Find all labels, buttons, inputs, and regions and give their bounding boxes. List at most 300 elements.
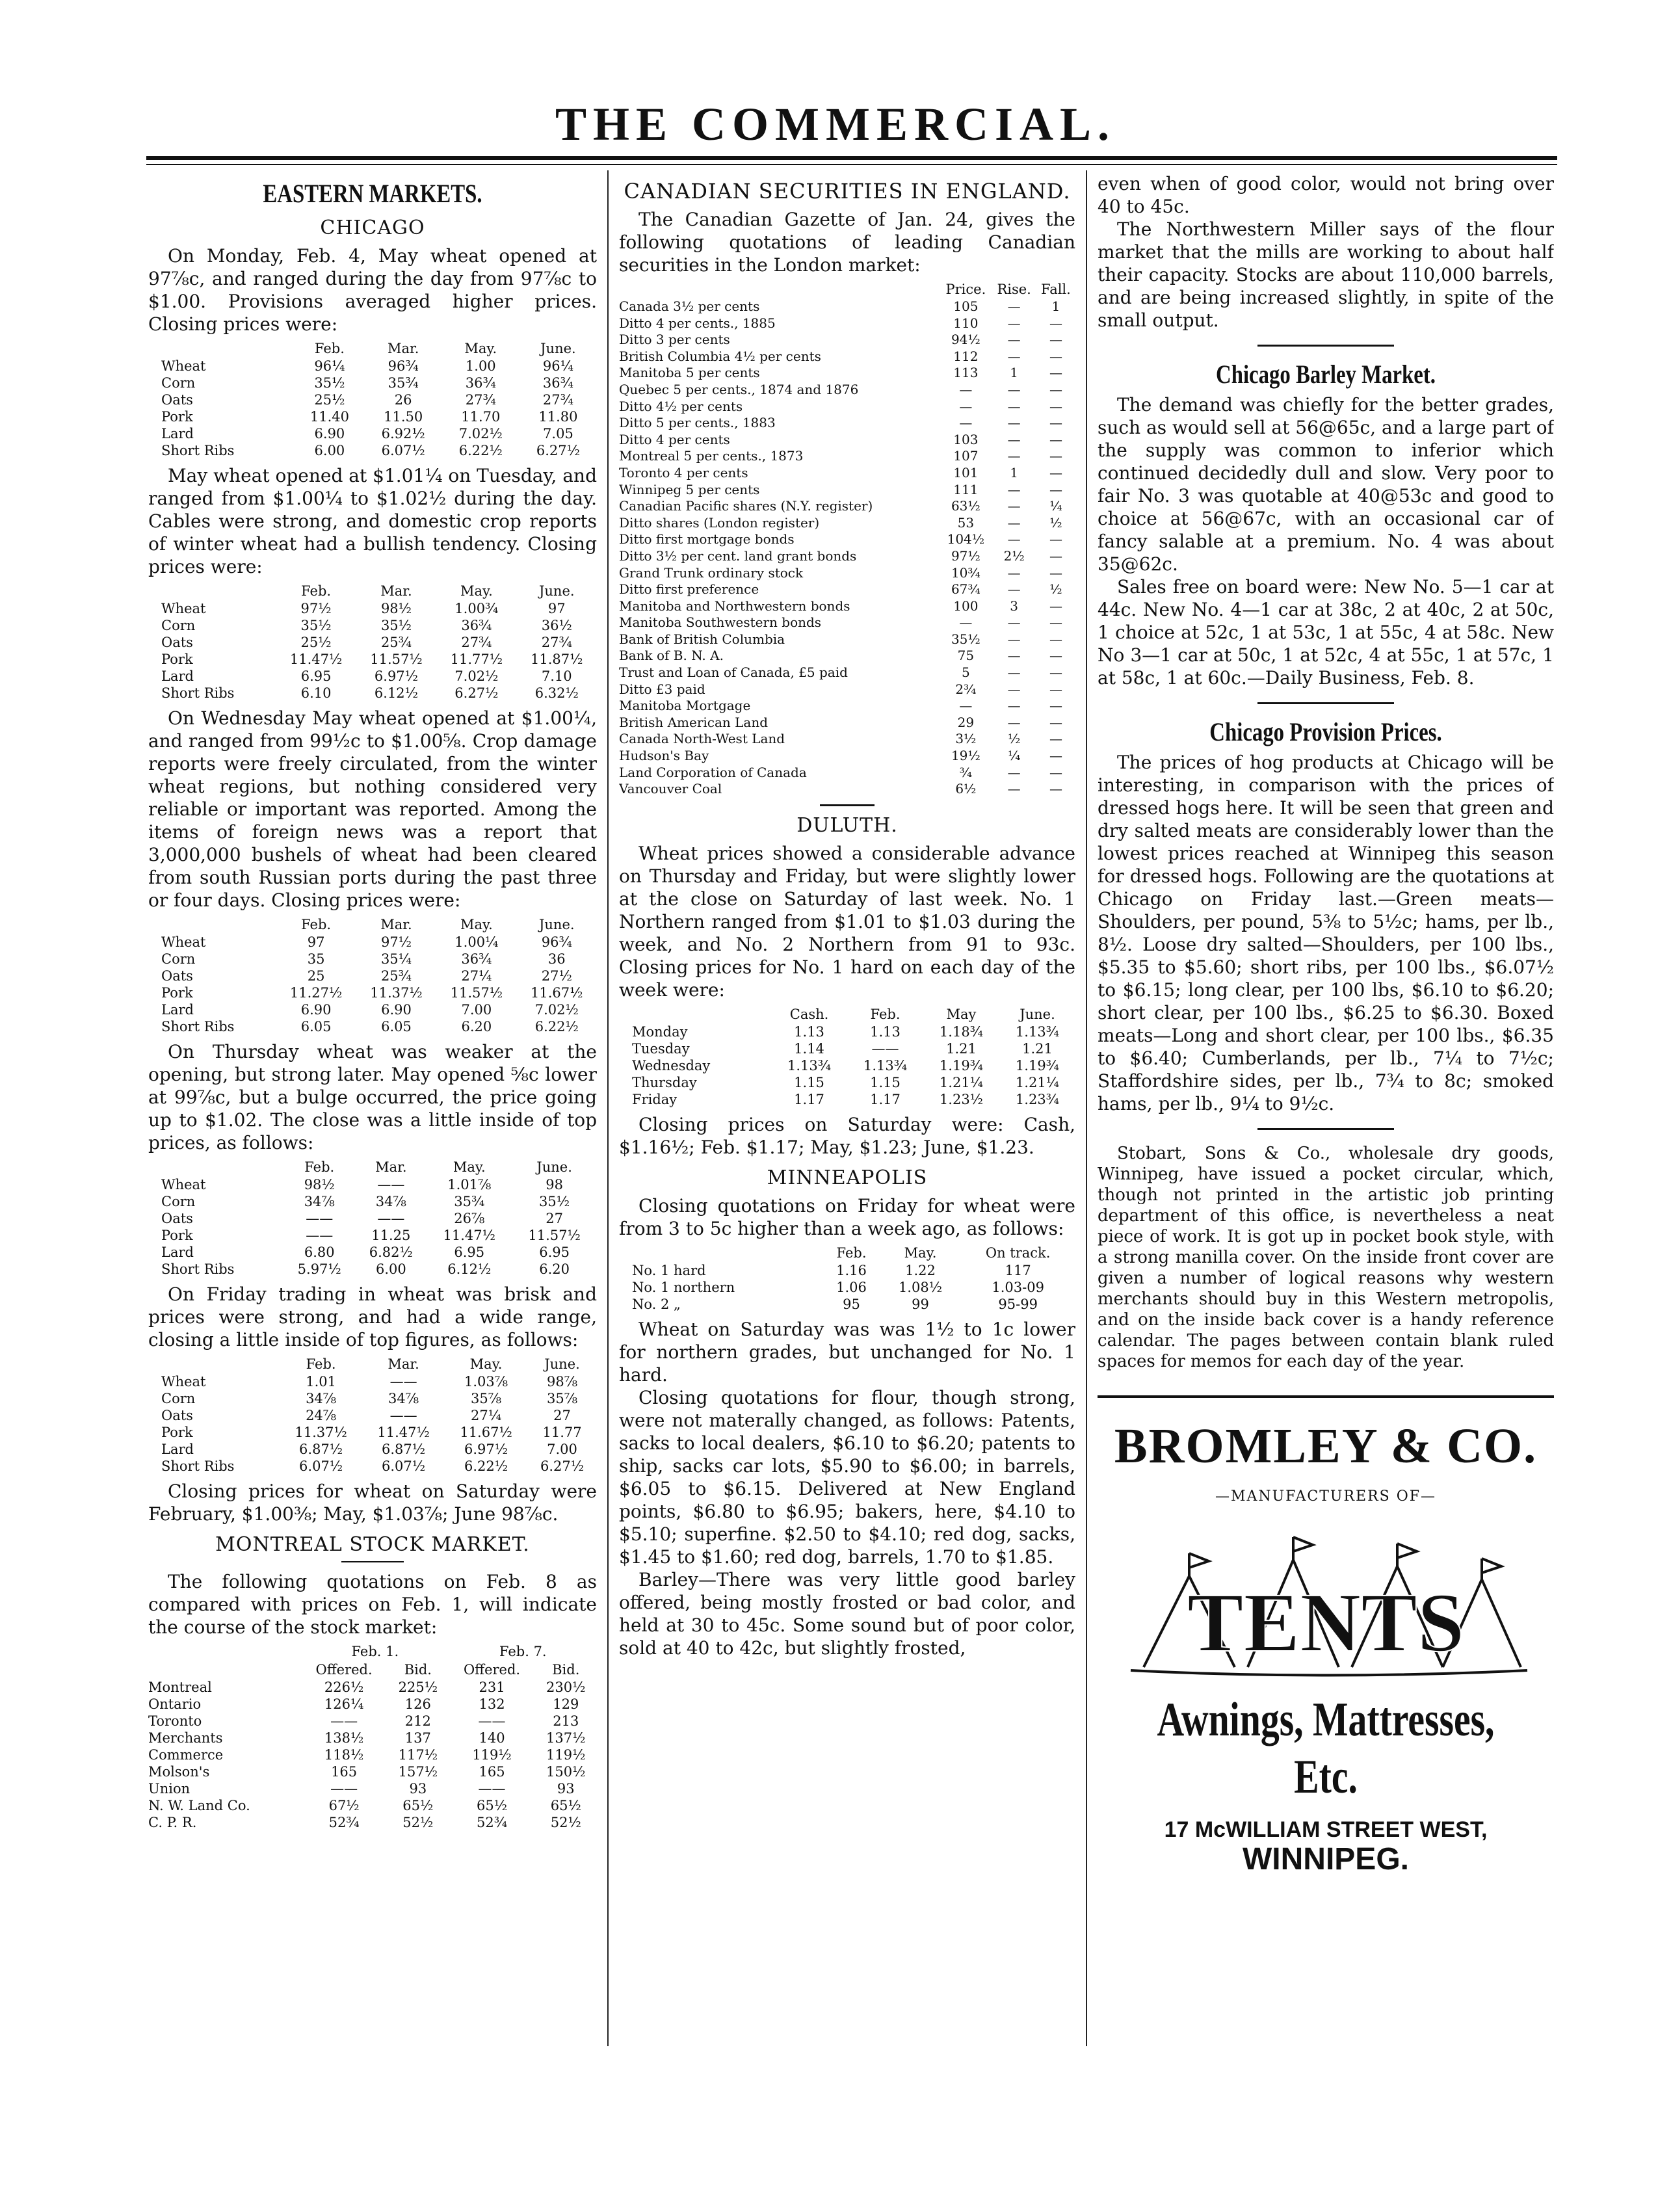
cell-value: 1.18¾ [939,1023,984,1040]
cell-value: — [1007,398,1021,414]
table-row [619,399,1075,415]
cell-value: 96¼ [314,358,345,374]
cell-value: — [1049,547,1062,564]
cell-value: 75 [957,648,975,664]
row-label: Canadian Pacific shares (N.Y. register) [619,498,873,514]
masthead-rule [146,156,1557,160]
paragraph: Wheat on Saturday was was 1½ to 1c lower for northern grades, but unchanged for No. 1 hard. [619,1318,1075,1386]
cell-value: 11.47½ [377,1425,430,1440]
column-header: Feb. [301,917,332,932]
cell-value: 5 [962,665,970,681]
column-header [148,582,276,600]
cell-value: 6.05 [300,1019,332,1034]
cell-value: — [1007,298,1021,314]
cell-value: —— [377,1177,405,1192]
row-label: Pork [161,1425,193,1440]
cell-value: —— [478,1713,506,1729]
table-row [619,382,1075,399]
cell-value: — [1007,332,1021,348]
row-label: Short Ribs [161,685,235,701]
subsection-title: MONTREAL STOCK MARKET. [215,1533,530,1556]
table-row [148,1001,597,1018]
cell-value: 26 [394,392,412,408]
table-row [619,515,1075,532]
row-label: Ditto £3 paid [619,681,705,697]
cell-value: 35⅞ [471,1391,502,1406]
cell-value: 1.03-09 [992,1279,1044,1295]
column-header: Feb. [870,1006,901,1022]
cell-value: 1.21 [1022,1040,1053,1057]
row-label: Ditto 5 per cents., 1883 [619,415,776,431]
table-row [619,614,1075,631]
row-label: Lard [161,1002,194,1018]
cell-value: 107 [953,448,979,464]
cell-value: 34⅞ [375,1194,406,1209]
cell-value: 11.47½ [289,652,343,667]
cell-value: 1.16 [836,1262,867,1278]
price-table [148,339,597,459]
ad-address: 17 McWILLIAM STREET WEST, [1164,1817,1488,1842]
column-header: June. [536,1159,572,1175]
column-header [148,339,295,358]
row-label: Manitoba Southwestern bonds [619,614,822,631]
cell-value: 11.57½ [450,985,503,1001]
cell-value: 1.00 [465,358,496,374]
divider [820,804,875,806]
table-row [148,1227,597,1244]
row-label: Commerce [148,1747,224,1763]
cell-value: 104½ [947,531,985,547]
table-row [619,1091,1075,1108]
price-table [148,1355,597,1475]
table-row [148,984,597,1001]
column-header: Offered. [315,1662,373,1678]
row-label: Montreal 5 per cents., 1873 [619,448,804,464]
section-title: EASTERN MARKETS. [263,179,482,208]
row-label: Corn [161,1194,196,1209]
row-label: Canada 3½ per cents [619,298,760,314]
cell-value: 65½ [550,1798,581,1813]
row-label: Ditto first preference [619,581,759,598]
cell-value: 93 [557,1781,575,1797]
cell-value: ¼ [1049,498,1062,514]
table-row [619,1262,1075,1279]
divider [1257,702,1395,704]
cell-value: 99 [912,1296,929,1312]
paragraph: The demand was chiefly for the better grades, such as would sell at 56@65c, and a large part of the supply was common to inferior which continued decidedly dull and slow. Very poor to fair No. 3 was quotable at 40@53c and good to choice at 56@67c, with an occasional car of fancy salable at a premium. No. 4 was about 35@62c. [1098,394,1554,575]
cell-value: — [1007,698,1021,714]
cell-value: 6.00 [375,1261,406,1277]
cell-value: 53 [957,514,975,531]
cell-value: 35⅞ [546,1391,578,1406]
column-header: Price. [945,282,986,297]
cell-value: 65½ [477,1798,508,1813]
cell-value: 11.47½ [443,1228,496,1243]
cell-value: — [1007,681,1021,697]
cell-value: — [1007,448,1021,464]
row-label: Ditto first mortgage bonds [619,531,795,547]
row-label: Molson's [148,1764,210,1780]
cell-value: 165 [331,1764,358,1780]
cell-value: 52¾ [328,1815,360,1830]
cell-value: 97½ [300,601,332,616]
table-row [619,648,1075,665]
paragraph: On Thursday wheat was weaker at the opening, but strong later. May opened ⅝c lower at 99⅞c, but a bulge occurred, the price going up to $1.02. The close was a little inside of top prices, as follows: [148,1041,597,1153]
cell-value: 96¾ [388,358,419,374]
masthead-rule-thin [146,164,1557,165]
cell-value: 7.10 [541,668,572,684]
cell-value: — [1007,498,1021,514]
cell-value: 105 [953,298,979,314]
column-header: Mar. [388,1356,419,1372]
cell-value: 6.27½ [454,685,499,701]
cell-value: 100 [953,598,979,614]
cell-value: 94½ [951,332,980,348]
cell-value: 26⅞ [454,1211,485,1226]
cell-value: — [1007,415,1021,431]
row-label: Short Ribs [161,1019,235,1034]
cell-value: 25½ [300,635,332,650]
section-title: Chicago Barley Market. [1216,360,1436,389]
row-label: Winnipeg 5 per cents [619,481,760,497]
cell-value: 6.07½ [382,1458,426,1474]
cell-value: 11.37½ [295,1425,347,1440]
cell-value: 6.90 [314,426,345,441]
cell-value: 119½ [472,1747,512,1763]
cell-value: 126¼ [324,1696,364,1712]
cell-value: 35¾ [388,375,419,391]
cell-value: 95-99 [998,1296,1038,1312]
cell-value: 36 [547,951,566,967]
price-table [619,1244,1075,1313]
cell-value: 1.21 [946,1040,977,1057]
cell-value: 225½ [398,1679,438,1695]
cell-value: 1.23¾ [1015,1091,1060,1107]
row-label: No. 1 hard [632,1262,706,1278]
row-label: Pork [161,409,193,425]
table-row [619,1296,1075,1313]
cell-value: 113 [953,365,979,381]
paragraph: Closing prices on Saturday were: Cash, $1.16½; Feb. $1.17; May, $1.23; June, $1.23. [619,1113,1075,1158]
table-row [619,631,1075,648]
cell-value: 6.97½ [374,668,419,684]
paragraph: On Friday trading in wheat was brisk and prices were strong, and had a wide range, closing a little inside of top figures, as follows: [148,1284,597,1350]
cell-value: 1.13 [870,1023,901,1040]
table-row [148,408,597,425]
table-row [148,442,597,459]
paragraph: Sales free on board were: New No. 5—1 car at 44c. New No. 4—1 car at 38c, 2 at 40c, 2 at 50c, 1 choice at 52c, 1 at 53c, 1 at 55c, 4 at 58c. New No 3—1 car at 50c, 1 at 52c, 4 at 55c, 1 at 57c, 1 at 58c, 1 at 60c.—Daily Business, Feb. 8. [1098,576,1554,689]
cell-value: — [1049,365,1062,381]
table-row [148,1424,597,1441]
cell-value: 27 [546,1211,563,1226]
price-table [148,1158,597,1278]
masthead: THE COMMERCIAL. [555,98,1116,150]
cell-value: 6.10 [300,685,332,701]
cell-value: — [1049,614,1062,631]
cell-value: — [959,415,973,431]
cell-value: 6.20 [461,1019,492,1034]
cell-value: 11.27½ [289,985,343,1001]
cell-value: 6.82½ [369,1244,413,1260]
cell-value: 93 [409,1781,427,1797]
table-row [148,1193,597,1210]
cell-value: 11.25 [371,1228,411,1243]
table-row [148,685,597,702]
cell-value: 24⅞ [306,1408,337,1423]
paragraph: The following quotations on Feb. 8 as compared with prices on Feb. 1, will indicate the course of the stock market: [148,1571,597,1638]
cell-value: 6.22½ [534,1019,579,1034]
cell-value: — [959,614,973,631]
cell-value: — [1049,332,1062,348]
row-label: Wheat [161,601,206,616]
cell-value: — [1049,714,1062,730]
cell-value: —— [389,1374,417,1389]
row-label: Bank of British Columbia [619,631,785,647]
cell-value: — [1007,665,1021,681]
column-header: June. [1020,1006,1055,1022]
cell-value: 117 [1005,1262,1031,1278]
cell-value: 1.13 [794,1023,824,1040]
row-label: Oats [161,968,193,984]
table-row [148,968,597,984]
paragraph: Closing quotations on Friday for wheat were from 3 to 5c higher than a week ago, as follows: [619,1194,1075,1239]
cell-value: 7.02½ [454,668,499,684]
cell-value: 96¼ [542,358,573,374]
cell-value: 1.15 [794,1074,824,1090]
cell-value: 157½ [398,1764,438,1780]
column-header: May. [464,341,497,356]
cell-value: 97 [307,934,325,950]
section-title: CANADIAN SECURITIES IN ENGLAND. [624,179,1071,204]
securities-table [619,280,1075,798]
column-barley-provisions [1098,172,1554,2087]
cell-value: 52¾ [477,1815,508,1830]
column-canadian-securities [619,172,1075,2087]
table-row [619,748,1075,765]
cell-value: 35 [307,951,325,967]
paragraph: even when of good color, would not bring over 40 to 45c. [1098,173,1554,217]
row-label: No. 2 „ [632,1296,681,1312]
cell-value: 25¾ [380,635,412,650]
cell-value: 95 [843,1296,860,1312]
cell-value: 1.13¾ [787,1057,832,1073]
cell-value: 35½ [380,618,412,633]
column-header: May. [460,917,493,932]
cell-value: 231 [479,1679,505,1695]
cell-value: 25 [307,968,325,984]
cell-value: 98 [546,1177,563,1192]
column-header: June. [544,1356,580,1372]
cell-value: 1.00¾ [454,601,499,616]
cell-value: 1 [1010,365,1019,381]
cell-value: 52½ [402,1815,434,1830]
cell-value: 35½ [300,618,332,633]
table-row [148,951,597,968]
cell-value: 103 [953,431,979,447]
ad-city: WINNIPEG. [1242,1842,1409,1876]
cell-value: 35¼ [380,951,412,967]
table-row [619,365,1075,382]
cell-value: 34⅞ [306,1391,337,1406]
cell-value: 7.02½ [458,426,503,441]
cell-value: 36¾ [465,375,496,391]
cell-value: — [1049,764,1062,780]
cell-value: —— [389,1408,417,1423]
cell-value: 11.67½ [460,1425,512,1440]
row-label: Pork [161,1228,193,1243]
cell-value: ½ [1049,581,1062,598]
table-row [148,1407,597,1424]
cell-value: ½ [1007,731,1021,747]
table-row [619,765,1075,782]
cell-value: — [1049,464,1062,481]
cell-value: 129 [553,1696,579,1712]
table-row [619,1057,1075,1074]
cell-value: 1.21¼ [1015,1074,1060,1090]
cell-value: — [1049,665,1062,681]
table-row [148,1458,597,1475]
table-row [619,698,1075,715]
cell-value: 25½ [314,392,345,408]
row-label: Ditto 4 per cents., 1885 [619,315,776,331]
cell-value: 1.00¼ [454,934,499,950]
cell-value: — [1007,631,1021,647]
cell-value: — [1049,698,1062,714]
cell-value: 3 [1010,598,1019,614]
cell-value: — [1049,415,1062,431]
table-row [619,715,1075,731]
cell-value: 1 [1051,298,1060,314]
cell-value: 6.22½ [458,443,503,458]
cell-value: 137 [404,1730,431,1746]
cell-value: 140 [479,1730,505,1746]
cell-value: — [1007,714,1021,730]
column-header: June. [538,583,575,599]
ad-rule [1098,1395,1554,1398]
cell-value: 7.05 [543,426,573,441]
table-row [148,1244,597,1261]
row-label: Trust and Loan of Canada, £5 paid [619,665,848,681]
column-header: Cash. [789,1006,829,1022]
cell-value: 27¾ [542,392,573,408]
subsection-title: CHICAGO [320,217,425,239]
paragraph: Wheat prices showed a considerable advance on Thursday and Friday, but were slightly lower at the close on Saturday of last week. No. 1 Northern ranged from $1.01 to $1.03 during the week, and No. 2 Northern from 91 to 93c. Closing prices for No. 1 hard on each day of the week were: [619,842,1075,1001]
cell-value: 11.57½ [528,1228,581,1243]
table-row [148,1696,597,1713]
cell-value: — [1049,315,1062,331]
row-label: Wednesday [632,1057,711,1073]
row-label: Pork [161,985,193,1001]
cell-value: 1.01 [306,1374,336,1389]
row-label: Grand Trunk ordinary stock [619,564,804,581]
column-header: Bid. [404,1662,432,1678]
table-row [148,1763,597,1780]
column-header: Rise. [997,282,1031,297]
cell-value: 7.02½ [534,1002,579,1018]
row-label: Lard [161,668,194,684]
paragraph: Closing prices for wheat on Saturday were February, $1.00⅜; May, $1.03⅞; June 98⅞c. [148,1481,597,1525]
cell-value: — [1049,781,1062,797]
cell-value: —— [871,1040,899,1057]
column-header: May. [453,1159,486,1175]
table-row [148,1679,597,1696]
cell-value: 36¾ [542,375,573,391]
cell-value: — [1007,648,1021,664]
cell-value: — [1049,731,1062,747]
divider [341,1561,404,1562]
column-header [148,915,276,934]
table-row [619,415,1075,432]
row-label: Lard [161,1244,194,1260]
column-divider [607,170,609,2046]
column-header: Mar. [387,341,419,356]
cell-value: — [1007,581,1021,598]
cell-value: 226½ [324,1679,364,1695]
row-label: Hudson's Bay [619,748,709,764]
cell-value: 137½ [546,1730,586,1746]
cell-value: 1.06 [836,1279,867,1295]
table-row [619,581,1075,598]
cell-value: 1.17 [870,1091,901,1107]
cell-value: —— [377,1211,405,1226]
row-label: Wheat [161,1374,206,1389]
cell-value: 3½ [955,731,977,747]
column-header: June. [540,341,576,356]
cell-value: — [959,381,973,397]
cell-value: —— [330,1713,358,1729]
cell-value: 6.12½ [374,685,419,701]
row-label: Land Corporation of Canada [619,764,807,780]
table-row [148,1713,597,1730]
cell-value: — [1049,431,1062,447]
cell-value: 97½ [951,547,980,564]
table-row [148,634,597,651]
cell-value: 6.00 [314,443,345,458]
cell-value: 2¾ [955,681,977,697]
cell-value: 6½ [955,781,977,797]
table-row [148,1018,597,1035]
price-table [148,582,597,702]
table-row [148,1780,597,1797]
cell-value: 1.03⅞ [464,1374,508,1389]
cell-value: 11.87½ [531,652,583,667]
row-label: Oats [161,1408,193,1423]
table-row [619,548,1075,565]
cell-value: —— [306,1211,334,1226]
row-label: Lard [161,1442,194,1457]
cell-value: 11.40 [309,409,349,425]
table-row [148,1441,597,1458]
paragraph: Barley—There was very little good barley offered, being mostly frosted or bad color, and held at 30 to 45c. Some sound but of poor color, sold at 40 to 42c, but slightly frosted, [619,1568,1075,1659]
row-label: Montreal [148,1679,212,1695]
cell-value: 11.70 [461,409,501,425]
table-row [619,298,1075,315]
table-row [148,668,597,685]
cell-value: 35½ [539,1194,570,1209]
table-row [619,332,1075,349]
row-label: Monday [632,1023,688,1040]
row-label: Tuesday [632,1040,690,1057]
cell-value: 119½ [546,1747,586,1763]
divider [1257,345,1395,347]
cell-value: 27½ [541,968,572,984]
cell-value: 117½ [398,1747,438,1763]
cell-value: — [1049,564,1062,581]
price-table [148,915,597,1035]
cell-value: 19½ [951,748,980,764]
cell-value: 27¾ [465,392,496,408]
column-header [619,280,940,298]
